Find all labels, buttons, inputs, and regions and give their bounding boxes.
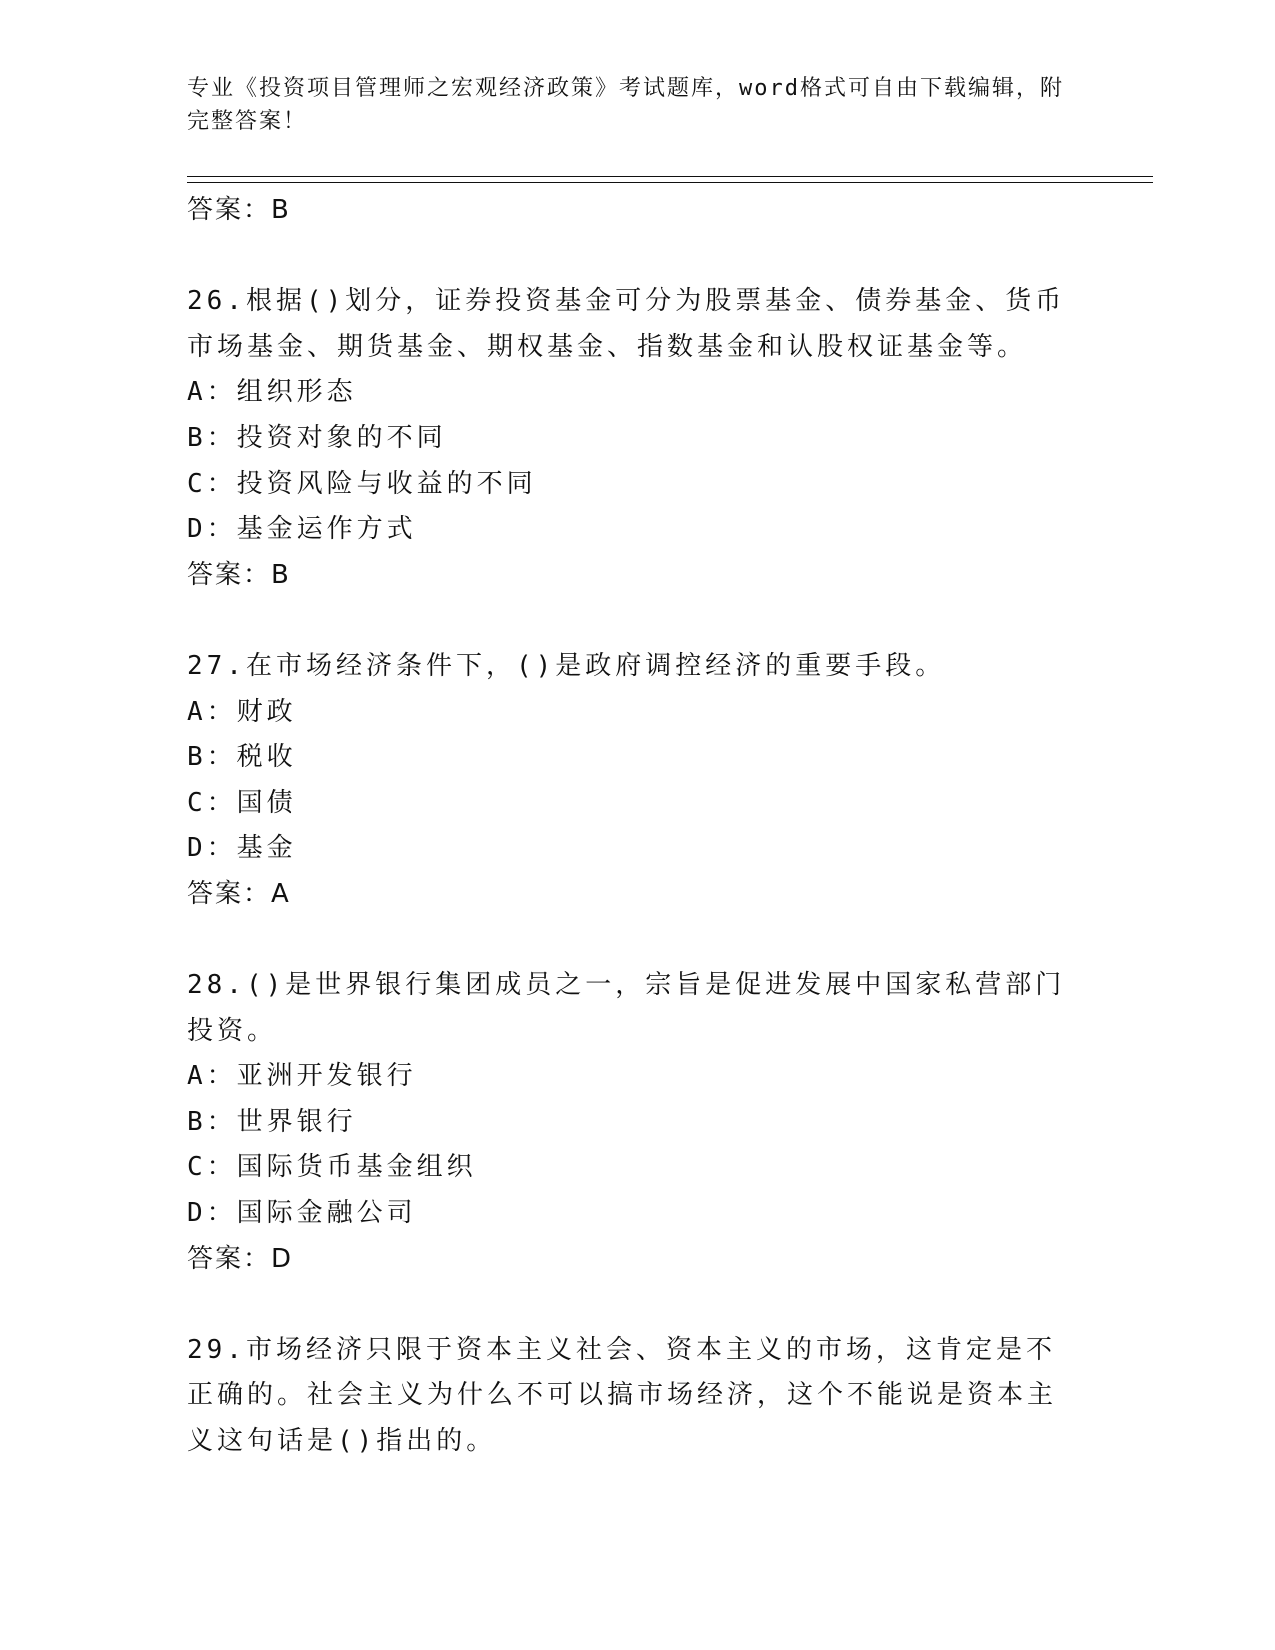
option-c: C：国际货币基金组织 <box>187 1152 477 1183</box>
question-27 <box>187 644 1067 918</box>
answer-line: 答案：D <box>187 1243 294 1274</box>
answer-line: 答案：B <box>187 559 291 590</box>
header-rule-bottom <box>187 182 1153 183</box>
question-stem: 28.()是世界银行集团成员之一，宗旨是促进发展中国家私营部门投资。 <box>187 970 1066 1046</box>
answer-line: 答案：B <box>187 195 291 225</box>
question-stem: 29.市场经济只限于资本主义社会、资本主义的市场，这肯定是不正确的。社会主义为什么不可以搞市场经济，这个不能说是资本主义这句话是()指出的。 <box>187 1334 1058 1457</box>
header-rule-top <box>187 176 1153 177</box>
question-29 <box>187 1328 1067 1465</box>
option-c: C：投资风险与收益的不同 <box>187 468 537 499</box>
option-b: B：投资对象的不同 <box>187 422 447 453</box>
question-stem: 27.在市场经济条件下，()是政府调控经济的重要手段。 <box>187 650 946 681</box>
answer-line: 答案：A <box>187 878 291 909</box>
option-d: D：基金 <box>187 833 297 864</box>
option-a: A：亚洲开发银行 <box>187 1061 417 1092</box>
option-d: D：国际金融公司 <box>187 1198 417 1229</box>
option-b: B：世界银行 <box>187 1106 357 1137</box>
document-header: 专业《投资项目管理师之宏观经济政策》考试题库，word格式可自由下载编辑，附完整答案！ <box>187 76 1064 134</box>
question-list <box>187 188 1067 1465</box>
option-b: B：税收 <box>187 742 297 773</box>
question-25-tail <box>187 188 1067 234</box>
question-28 <box>187 963 1067 1282</box>
question-26 <box>187 279 1067 598</box>
option-a: A：组织形态 <box>187 377 357 408</box>
option-d: D：基金运作方式 <box>187 514 417 545</box>
option-c: C：国债 <box>187 787 297 818</box>
option-a: A：财政 <box>187 696 297 727</box>
question-stem: 26.根据()划分，证券投资基金可分为股票基金、债券基金、货币市场基金、期货基金、期权基金、指数基金和认股权证基金等。 <box>187 286 1066 362</box>
